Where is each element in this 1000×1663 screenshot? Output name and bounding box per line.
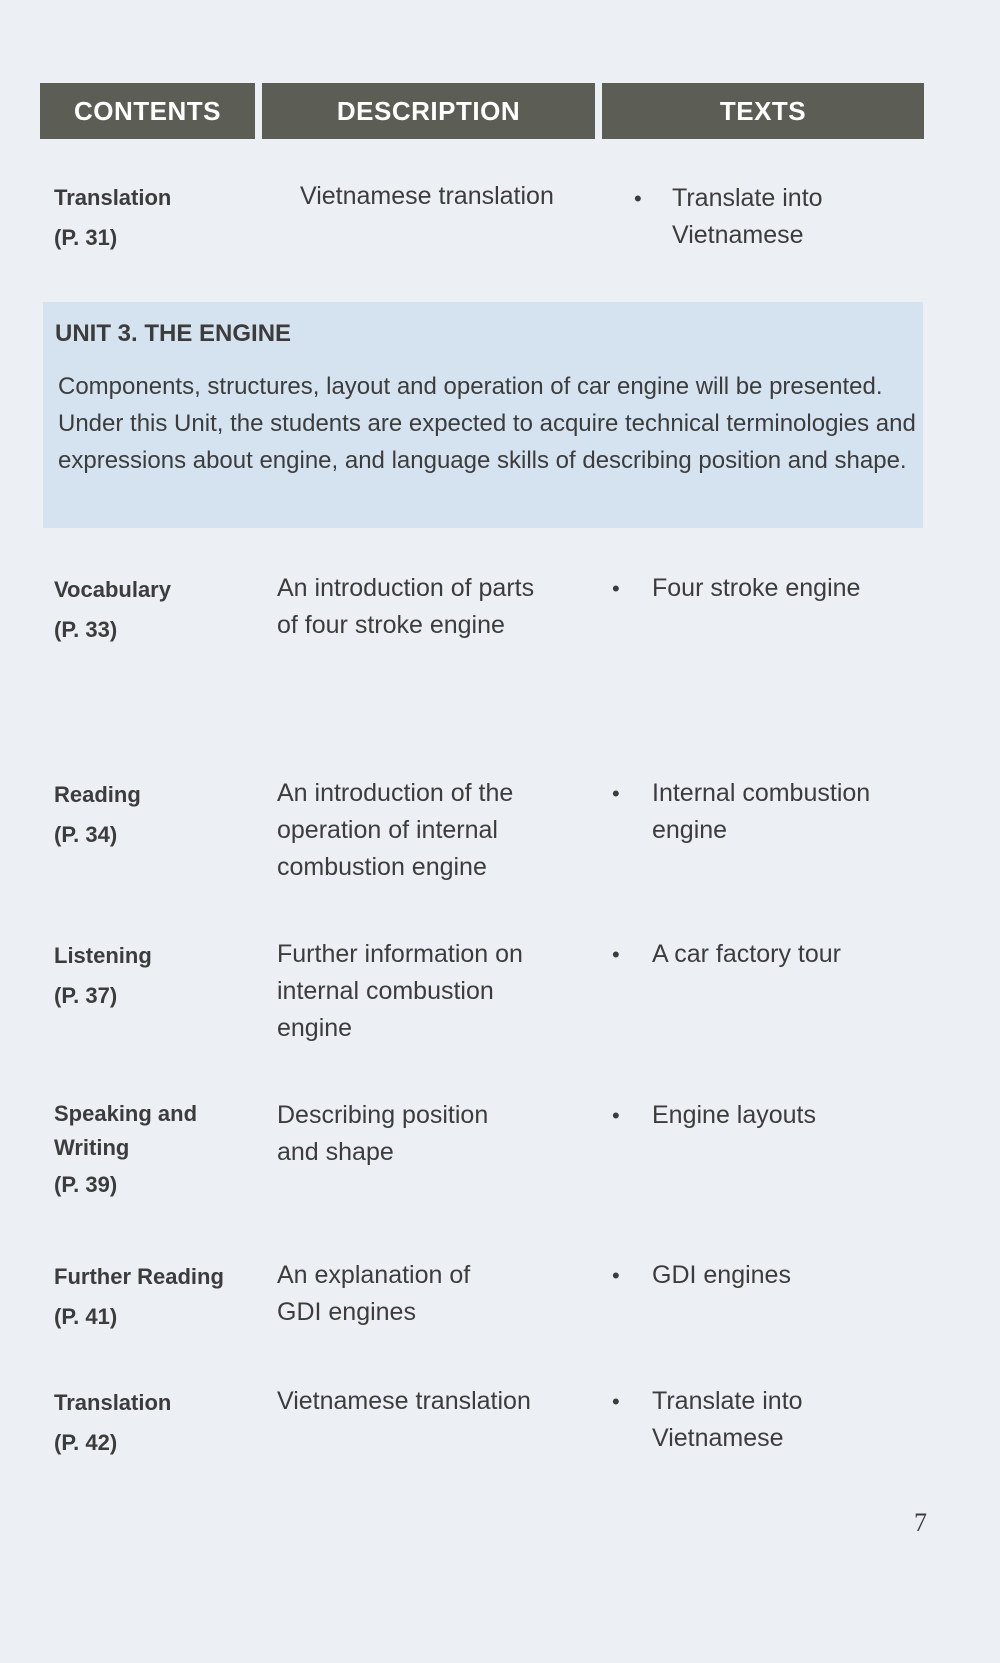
texts-line: Vietnamese <box>672 221 804 249</box>
texts-line: A car factory tour <box>652 940 841 968</box>
bullet: • <box>634 186 642 211</box>
contents-cell <box>54 178 254 258</box>
unit-summary-box <box>43 302 923 528</box>
texts-cell <box>612 570 932 607</box>
contents-label: Speaking and Writing <box>54 1101 198 1160</box>
header-texts: TEXTS <box>602 83 924 139</box>
contents-cell <box>54 1383 254 1463</box>
texts-line: Translate into <box>672 184 823 212</box>
contents-label: Translation <box>54 185 172 210</box>
texts-cell <box>612 775 932 849</box>
contents-label: Further Reading <box>54 1264 224 1289</box>
page-number: 7 <box>914 1508 927 1537</box>
texts-line: Engine layouts <box>652 1101 817 1129</box>
contents-cell <box>54 936 254 1016</box>
texts-line: GDI engines <box>652 1261 791 1289</box>
page-reference: (P. 37) <box>54 983 118 1008</box>
texts-line: Internal combustion engine <box>652 779 871 844</box>
unit-title: UNIT 3. THE ENGINE <box>55 320 292 347</box>
bullet: • <box>612 781 620 806</box>
texts-cell <box>612 1257 932 1294</box>
unit-description: Components, structures, layout and operation of car engine will be presented. Under this Unit, the students are expected to acquire technical terminologies and expressions about engine, and language skills of describing position and shape. <box>58 373 916 474</box>
contents-label: Vocabulary <box>54 577 171 602</box>
contents-cell <box>54 775 254 855</box>
contents-label: Reading <box>54 782 141 807</box>
page-reference: (P. 34) <box>54 822 118 847</box>
description-cell: Describing position and shape <box>277 1101 489 1166</box>
contents-cell <box>54 1257 254 1337</box>
page-reference: (P. 42) <box>54 1430 118 1455</box>
header-contents: CONTENTS <box>40 83 255 139</box>
contents-cell <box>54 570 254 650</box>
page-reference: (P. 39) <box>54 1172 118 1197</box>
description-cell: Vietnamese translation <box>277 1387 531 1415</box>
contents-label: Listening <box>54 943 152 968</box>
bullet: • <box>612 1263 620 1288</box>
page-reference: (P. 33) <box>54 617 118 642</box>
page-reference: (P. 31) <box>54 225 118 250</box>
texts-cell <box>612 180 932 254</box>
texts-cell <box>612 1097 932 1134</box>
texts-cell <box>612 936 932 973</box>
description-cell: An introduction of parts of four stroke engine <box>277 574 535 639</box>
texts-cell <box>612 1383 932 1457</box>
bullet: • <box>612 576 620 601</box>
page-reference: (P. 41) <box>54 1304 118 1329</box>
description-cell: Further information on internal combustion engine <box>277 940 523 1042</box>
texts-line: Four stroke engine <box>652 574 861 602</box>
description-cell: Vietnamese translation <box>300 182 554 210</box>
texts-line: Translate into Vietnamese <box>652 1387 803 1452</box>
header-description: DESCRIPTION <box>262 83 595 139</box>
contents-cell <box>54 1097 254 1205</box>
bullet: • <box>612 1103 620 1128</box>
description-cell: An explanation of GDI engines <box>277 1261 471 1326</box>
description-cell: An introduction of the operation of internal combustion engine <box>277 779 514 881</box>
bullet: • <box>612 1389 620 1414</box>
bullet: • <box>612 942 620 967</box>
contents-label: Translation <box>54 1390 172 1415</box>
